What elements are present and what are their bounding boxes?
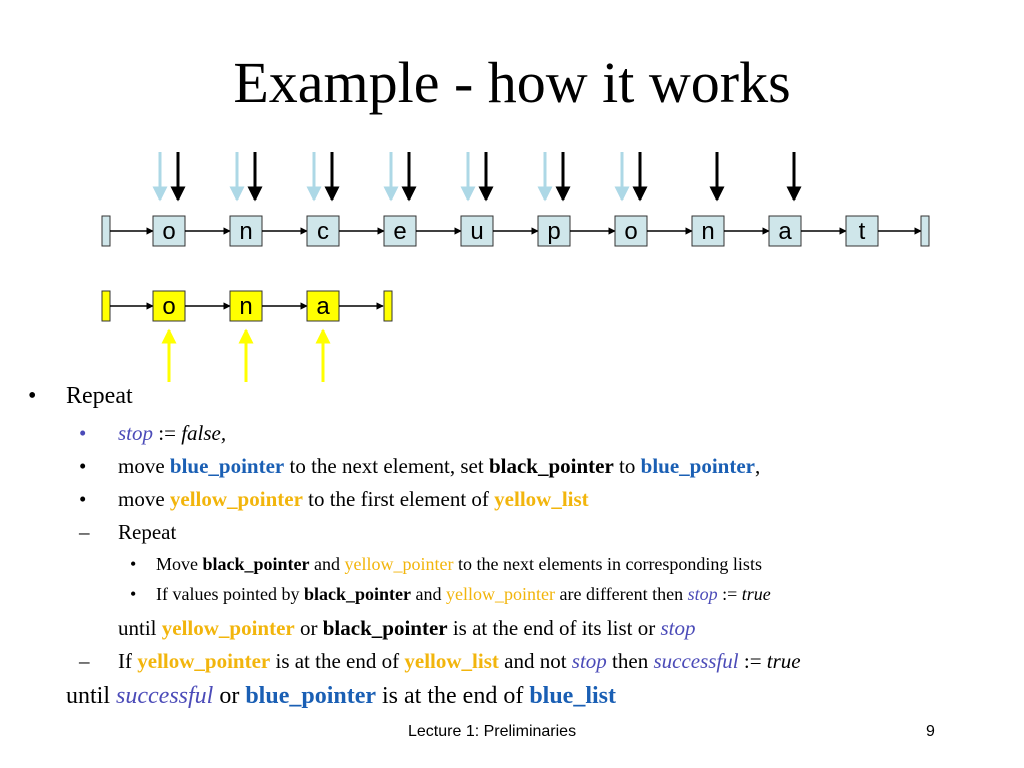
bullet-inner-repeat: [118, 520, 176, 545]
page-number: 9: [926, 723, 935, 740]
bullet-text: or: [213, 683, 246, 709]
yellow-pointer-term: yellow_pointer: [161, 616, 295, 640]
black-pointer-term: black_pointer: [303, 584, 411, 604]
bullet-marker: •: [28, 383, 37, 409]
blue-list-node-label: n: [701, 218, 715, 245]
bullet-text: Repeat: [66, 383, 133, 409]
bullet-text: and: [309, 554, 345, 574]
bullet-repeat: [66, 383, 133, 410]
until-inner: [118, 616, 696, 641]
bullet-text: and: [410, 584, 446, 604]
true-value: true: [766, 649, 801, 673]
stop-keyword: stop: [687, 584, 718, 604]
yellow-list-node-label: a: [316, 293, 330, 320]
assign-op: :=: [153, 421, 182, 445]
bullet-text: until: [66, 683, 117, 709]
blue-list-node-label: n: [239, 218, 253, 245]
bullet-marker: •: [130, 584, 137, 604]
bullet-text: is at the end of: [376, 683, 530, 709]
blue-pointer-term: blue_pointer: [640, 454, 755, 478]
bullet-text: to the next element, set: [284, 454, 489, 478]
blue-list-node-label: c: [317, 218, 329, 245]
bullet-text: are different then: [554, 584, 688, 604]
dash-marker: –: [79, 649, 90, 673]
bullet-marker: •: [79, 454, 87, 478]
bullet-text: to: [613, 454, 641, 478]
yellow-pointer-term: yellow_pointer: [445, 584, 555, 604]
black-pointer-term: black_pointer: [202, 554, 310, 574]
dash-marker: –: [79, 520, 90, 544]
stop-keyword: stop: [660, 616, 696, 640]
false-value: false,: [181, 421, 227, 445]
blue-pointer-term: blue_pointer: [245, 683, 377, 709]
blue-list-node-label: u: [470, 218, 484, 245]
bullet-text: then: [606, 649, 654, 673]
bullet-if-different: [156, 584, 771, 605]
successful-keyword: successful: [116, 683, 214, 709]
bullet-move-blue: [118, 454, 760, 479]
blue-list-node-label: e: [393, 218, 407, 245]
bullet-text: Move: [156, 554, 203, 574]
stop-keyword: stop: [571, 649, 607, 673]
bullet-move-yellow: [118, 487, 589, 512]
bullet-text: If values pointed by: [156, 584, 304, 604]
yellow-list-term: yellow_list: [494, 487, 589, 511]
yellow-pointer-term: yellow_pointer: [344, 554, 454, 574]
bullet-text: is at the end of its list or: [447, 616, 661, 640]
black-pointer-term: black_pointer: [322, 616, 448, 640]
bullet-if-end: [118, 649, 801, 674]
blue-list-term: blue_list: [529, 683, 616, 709]
bullet-marker: •: [79, 487, 87, 511]
true-value: true: [741, 584, 771, 604]
black-pointer-term: black_pointer: [488, 454, 614, 478]
bullet-text: ,: [754, 454, 761, 478]
blue-list-node-label: o: [624, 218, 638, 245]
until-outer: [66, 683, 616, 710]
successful-keyword: successful: [653, 649, 739, 673]
bullet-text: is at the end of: [270, 649, 405, 673]
bullet-move-both: [156, 554, 762, 575]
bullet-marker: •: [79, 421, 87, 445]
blue-list-node-label: a: [778, 218, 792, 245]
footer-lecture: Lecture 1: Preliminaries: [408, 723, 577, 740]
bullet-text: and not: [498, 649, 572, 673]
stop-keyword: stop: [118, 421, 154, 445]
yellow-list-node-label: o: [162, 293, 176, 320]
bullet-text: If: [118, 649, 138, 673]
bullet-text: to the first element of: [302, 487, 495, 511]
bullet-stop-false: [118, 421, 226, 446]
bullet-text: or: [294, 616, 323, 640]
blue-list-node-label: t: [858, 218, 866, 245]
yellow-pointer-term: yellow_pointer: [169, 487, 303, 511]
bullet-text: move: [118, 454, 170, 478]
assign-op: :=: [738, 649, 767, 673]
bullet-marker: •: [130, 554, 137, 574]
yellow-list-term: yellow_list: [404, 649, 499, 673]
blue-list-node-label: o: [162, 218, 176, 245]
slide-title: Example - how it works: [233, 50, 791, 115]
bullet-text: to the next elements in corresponding lists: [453, 554, 762, 574]
blue-pointer-term: blue_pointer: [169, 454, 285, 478]
yellow-pointer-term: yellow_pointer: [137, 649, 271, 673]
assign-op: :=: [717, 584, 742, 604]
blue-list-node-label: p: [547, 218, 561, 245]
yellow-list-node-label: n: [239, 293, 253, 320]
bullet-text: until: [118, 616, 162, 640]
bullet-text: Repeat: [118, 520, 177, 544]
bullet-text: move: [118, 487, 170, 511]
